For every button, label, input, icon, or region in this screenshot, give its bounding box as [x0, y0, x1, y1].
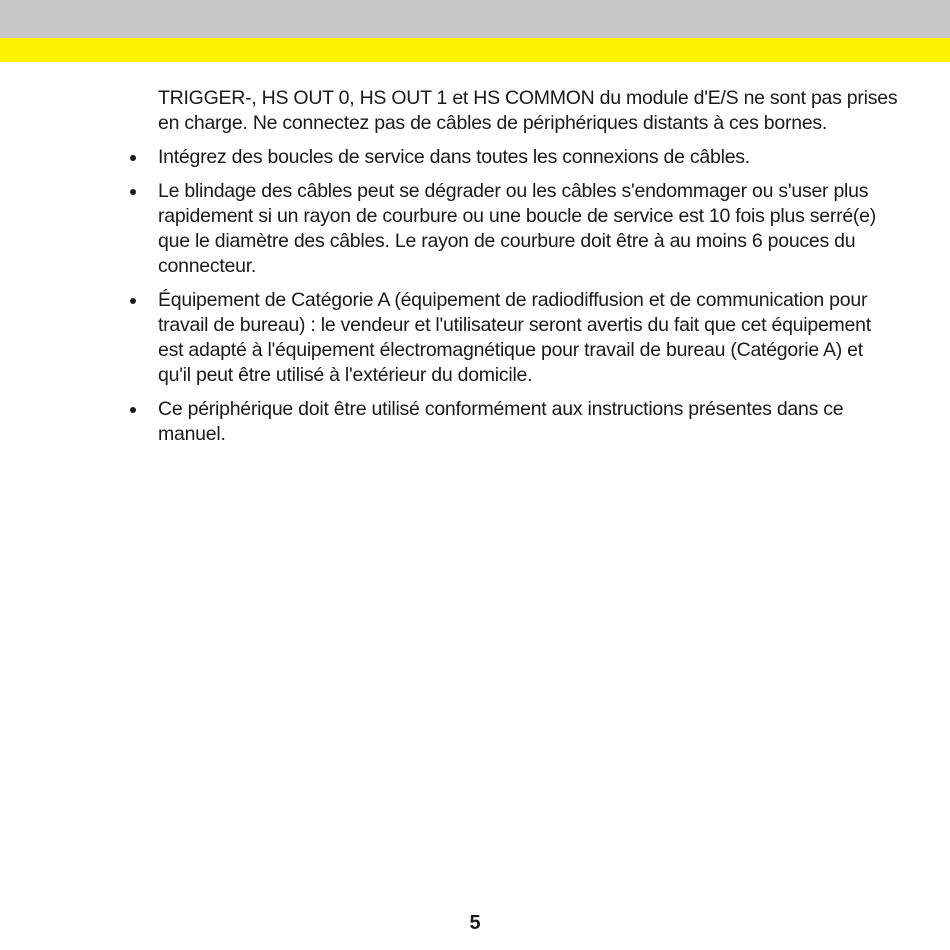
- list-item: [158, 288, 898, 388]
- list-item: [158, 145, 898, 170]
- intro-paragraph: TRIGGER-, HS OUT 0, HS OUT 1 et HS COMMON du module d'E/S ne sont pas prises en charge. Ne connectez pas de câbles de périphériques distants à ces bornes.: [158, 87, 898, 134]
- list-item: [158, 397, 898, 447]
- list-item-text: Intégrez des boucles de service dans toutes les connexions de câbles.: [158, 146, 750, 168]
- page-number: 5: [469, 912, 481, 934]
- list-item: [158, 179, 898, 279]
- bullet-icon: [130, 298, 136, 304]
- list-item-text: Ce périphérique doit être utilisé conformément aux instructions présentes dans ce manuel.: [158, 398, 844, 445]
- header-yellow-band: [0, 38, 950, 62]
- list-item-text: Le blindage des câbles peut se dégrader ou les câbles s'endommager ou s'user plus rapidement si un rayon de courbure ou une boucle de service est 10 fois plus serré(e) que le diamètre des câbles. Le rayon de courbure doit être à au moins 6 pouces du connecteur.: [158, 180, 876, 277]
- header-gray-band: [0, 0, 950, 38]
- bullet-icon: [130, 407, 136, 413]
- bullet-icon: [130, 155, 136, 161]
- document-body: [158, 86, 898, 456]
- bullet-icon: [130, 189, 136, 195]
- list-item-text: Équipement de Catégorie A (équipement de radiodiffusion et de communication pour travail de bureau) : le vendeur et l'utilisateur seront avertis du fait que cet équipement est adapté à l'équipement électromagnétique pour travail de bureau (Catégorie A) et qu'il peut être utilisé à l'extérieur du domicile.: [158, 289, 871, 386]
